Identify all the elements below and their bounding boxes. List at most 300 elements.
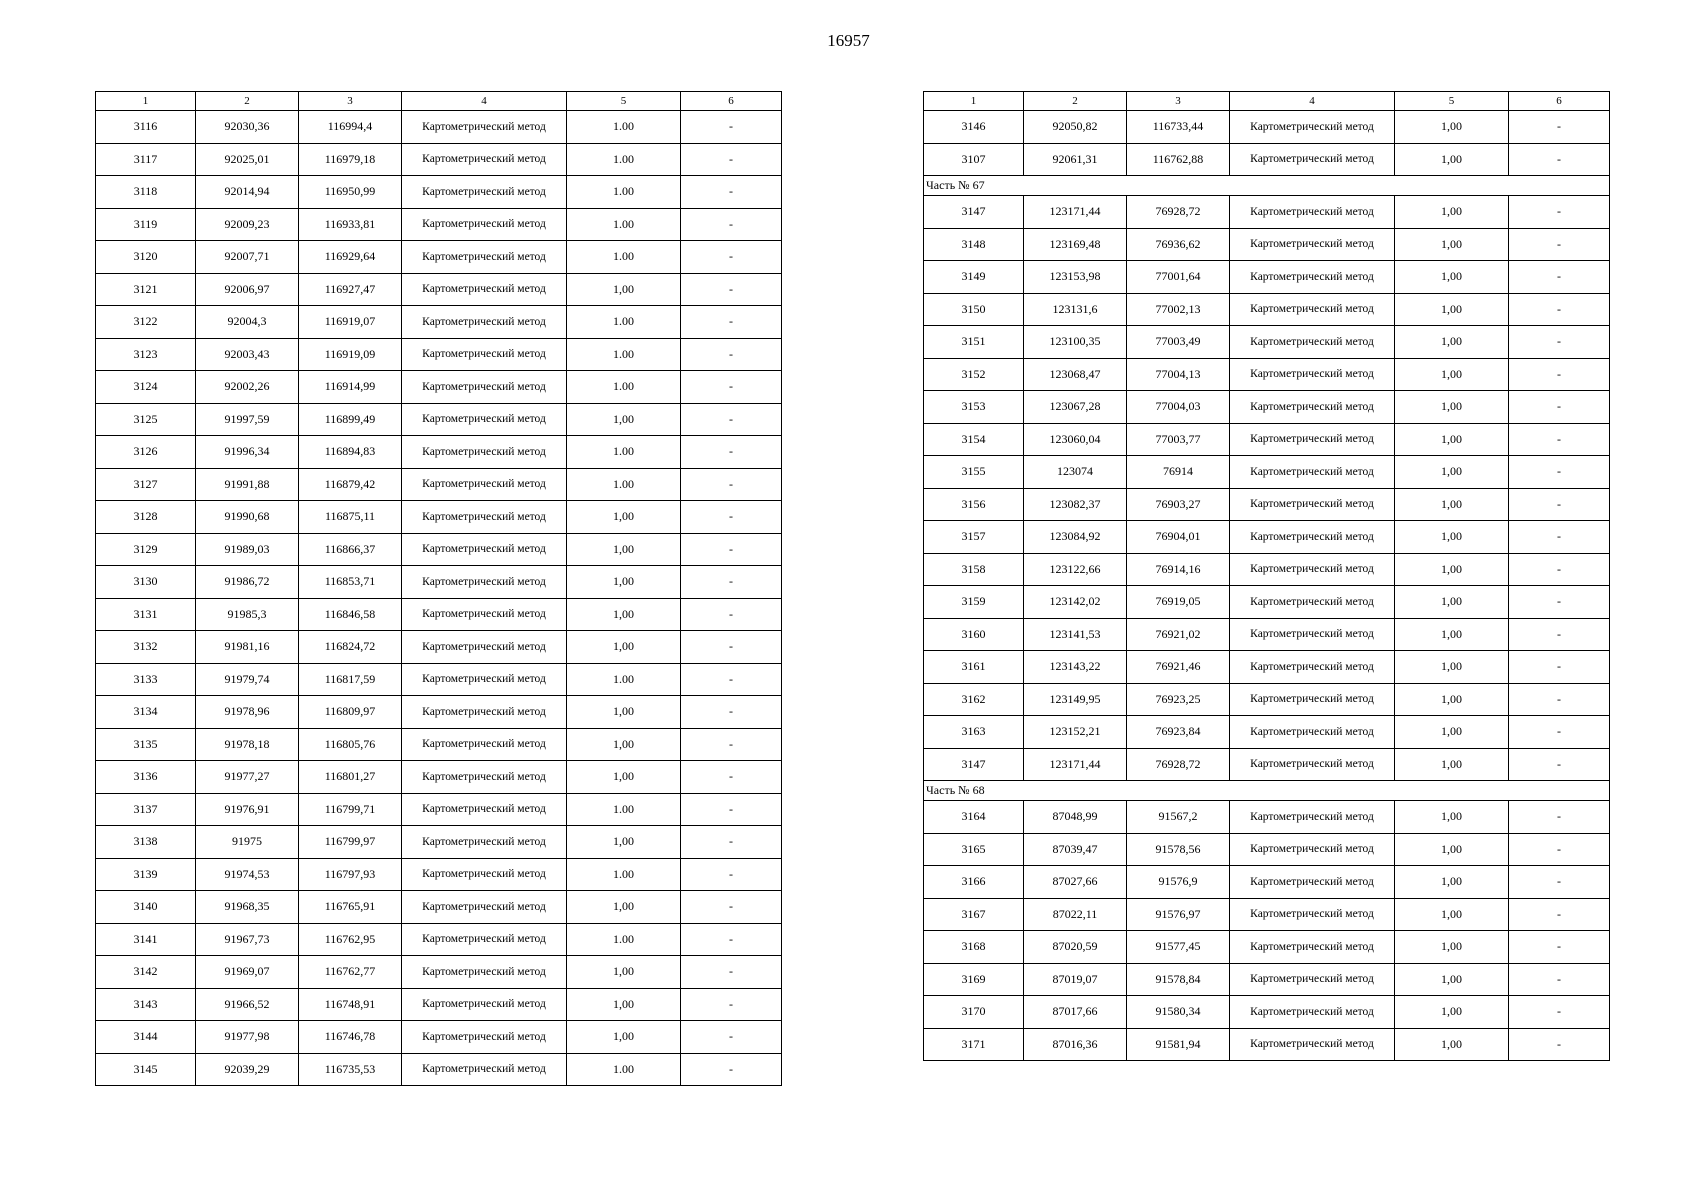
x-coordinate-cell: 87016,36 — [1024, 1028, 1127, 1061]
table-row — [96, 956, 782, 989]
x-coordinate-cell: 123084,92 — [1024, 521, 1127, 554]
method-cell: Картометрический метод — [1230, 358, 1395, 391]
method-cell: Картометрический метод — [1230, 748, 1395, 781]
accuracy-cell: 1.00 — [567, 858, 681, 891]
accuracy-cell: 1,00 — [567, 566, 681, 599]
description-cell: - — [681, 111, 782, 144]
x-coordinate-cell: 123142,02 — [1024, 586, 1127, 619]
method-cell: Картометрический метод — [1230, 898, 1395, 931]
table-row — [924, 931, 1610, 964]
point-number-cell: 3117 — [96, 143, 196, 176]
column-header: 1 — [924, 92, 1024, 111]
y-coordinate-cell: 76914,16 — [1127, 553, 1230, 586]
table-row — [96, 208, 782, 241]
point-number-cell: 3154 — [924, 423, 1024, 456]
y-coordinate-cell: 76928,72 — [1127, 748, 1230, 781]
description-cell: - — [1509, 488, 1610, 521]
method-cell: Картометрический метод — [1230, 391, 1395, 424]
method-cell: Картометрический метод — [1230, 111, 1395, 144]
y-coordinate-cell: 116914,99 — [299, 371, 402, 404]
column-header: 6 — [681, 92, 782, 111]
method-cell: Картометрический метод — [1230, 618, 1395, 651]
point-number-cell: 3160 — [924, 618, 1024, 651]
point-number-cell: 3132 — [96, 631, 196, 664]
description-cell: - — [1509, 963, 1610, 996]
table-row — [96, 241, 782, 274]
y-coordinate-cell: 116919,07 — [299, 306, 402, 339]
description-cell: - — [681, 533, 782, 566]
point-number-cell: 3168 — [924, 931, 1024, 964]
table-row — [924, 801, 1610, 834]
y-coordinate-cell: 91576,9 — [1127, 866, 1230, 899]
x-coordinate-cell: 123171,44 — [1024, 748, 1127, 781]
description-cell: - — [1509, 228, 1610, 261]
x-coordinate-cell: 91990,68 — [196, 501, 299, 534]
column-header: 4 — [1230, 92, 1395, 111]
table-row — [924, 196, 1610, 229]
method-cell: Картометрический метод — [402, 111, 567, 144]
column-header: 2 — [196, 92, 299, 111]
y-coordinate-cell: 116927,47 — [299, 273, 402, 306]
description-cell: - — [681, 728, 782, 761]
x-coordinate-cell: 91968,35 — [196, 891, 299, 924]
accuracy-cell: 1,00 — [567, 501, 681, 534]
description-cell: - — [1509, 553, 1610, 586]
accuracy-cell: 1,00 — [1395, 931, 1509, 964]
x-coordinate-cell: 87017,66 — [1024, 996, 1127, 1029]
table-row — [96, 533, 782, 566]
accuracy-cell: 1,00 — [1395, 651, 1509, 684]
method-cell: Картометрический метод — [402, 306, 567, 339]
accuracy-cell: 1.00 — [567, 923, 681, 956]
description-cell: - — [1509, 996, 1610, 1029]
x-coordinate-cell: 92002,26 — [196, 371, 299, 404]
accuracy-cell: 1,00 — [567, 728, 681, 761]
method-cell: Картометрический метод — [1230, 996, 1395, 1029]
method-cell: Картометрический метод — [1230, 553, 1395, 586]
description-cell: - — [681, 338, 782, 371]
accuracy-cell: 1,00 — [1395, 391, 1509, 424]
y-coordinate-cell: 91577,45 — [1127, 931, 1230, 964]
table-row — [924, 261, 1610, 294]
accuracy-cell: 1,00 — [1395, 293, 1509, 326]
point-number-cell: 3118 — [96, 176, 196, 209]
method-cell: Картометрический метод — [1230, 143, 1395, 176]
point-number-cell: 3140 — [96, 891, 196, 924]
y-coordinate-cell: 91567,2 — [1127, 801, 1230, 834]
accuracy-cell: 1,00 — [1395, 716, 1509, 749]
table-row — [924, 358, 1610, 391]
method-cell: Картометрический метод — [1230, 261, 1395, 294]
y-coordinate-cell: 91578,84 — [1127, 963, 1230, 996]
method-cell: Картометрический метод — [402, 923, 567, 956]
accuracy-cell: 1,00 — [1395, 261, 1509, 294]
accuracy-cell: 1.00 — [567, 241, 681, 274]
accuracy-cell: 1,00 — [567, 826, 681, 859]
y-coordinate-cell: 77003,77 — [1127, 423, 1230, 456]
accuracy-cell: 1.00 — [567, 143, 681, 176]
table-row — [96, 598, 782, 631]
x-coordinate-cell: 123067,28 — [1024, 391, 1127, 424]
column-header: 5 — [567, 92, 681, 111]
description-cell: - — [1509, 1028, 1610, 1061]
method-cell: Картометрический метод — [402, 793, 567, 826]
point-number-cell: 3127 — [96, 468, 196, 501]
y-coordinate-cell: 116762,77 — [299, 956, 402, 989]
x-coordinate-cell: 92061,31 — [1024, 143, 1127, 176]
method-cell: Картометрический метод — [402, 891, 567, 924]
y-coordinate-cell: 116748,91 — [299, 988, 402, 1021]
x-coordinate-cell: 123152,21 — [1024, 716, 1127, 749]
accuracy-cell: 1,00 — [1395, 748, 1509, 781]
description-cell: - — [681, 631, 782, 664]
table-row — [96, 176, 782, 209]
accuracy-cell: 1,00 — [1395, 963, 1509, 996]
point-number-cell: 3164 — [924, 801, 1024, 834]
method-cell: Картометрический метод — [402, 566, 567, 599]
y-coordinate-cell: 76923,84 — [1127, 716, 1230, 749]
accuracy-cell: 1,00 — [1395, 683, 1509, 716]
description-cell: - — [1509, 716, 1610, 749]
y-coordinate-cell: 76923,25 — [1127, 683, 1230, 716]
y-coordinate-cell: 76903,27 — [1127, 488, 1230, 521]
x-coordinate-cell: 92030,36 — [196, 111, 299, 144]
y-coordinate-cell: 76921,02 — [1127, 618, 1230, 651]
method-cell: Картометрический метод — [402, 826, 567, 859]
description-cell: - — [681, 436, 782, 469]
method-cell: Картометрический метод — [1230, 833, 1395, 866]
method-cell: Картометрический метод — [402, 631, 567, 664]
method-cell: Картометрический метод — [402, 1053, 567, 1086]
table-row — [96, 1021, 782, 1054]
x-coordinate-cell: 87020,59 — [1024, 931, 1127, 964]
point-number-cell: 3167 — [924, 898, 1024, 931]
table-row — [924, 683, 1610, 716]
description-cell: - — [1509, 866, 1610, 899]
description-cell: - — [681, 468, 782, 501]
table-row — [96, 273, 782, 306]
point-number-cell: 3135 — [96, 728, 196, 761]
y-coordinate-cell: 76921,46 — [1127, 651, 1230, 684]
point-number-cell: 3123 — [96, 338, 196, 371]
method-cell: Картометрический метод — [1230, 931, 1395, 964]
y-coordinate-cell: 116817,59 — [299, 663, 402, 696]
point-number-cell: 3149 — [924, 261, 1024, 294]
description-cell: - — [1509, 586, 1610, 619]
y-coordinate-cell: 76914 — [1127, 456, 1230, 489]
y-coordinate-cell: 116879,42 — [299, 468, 402, 501]
accuracy-cell: 1.00 — [567, 306, 681, 339]
point-number-cell: 3161 — [924, 651, 1024, 684]
part-heading-row — [924, 781, 1610, 801]
description-cell: - — [1509, 651, 1610, 684]
description-cell: - — [1509, 833, 1610, 866]
y-coordinate-cell: 77002,13 — [1127, 293, 1230, 326]
description-cell: - — [1509, 143, 1610, 176]
x-coordinate-cell: 87048,99 — [1024, 801, 1127, 834]
description-cell: - — [681, 598, 782, 631]
description-cell: - — [1509, 521, 1610, 554]
y-coordinate-cell: 116824,72 — [299, 631, 402, 664]
y-coordinate-cell: 91580,34 — [1127, 996, 1230, 1029]
part-heading-row — [924, 176, 1610, 196]
table-row — [924, 521, 1610, 554]
accuracy-cell: 1,00 — [1395, 423, 1509, 456]
table-row — [924, 748, 1610, 781]
point-number-cell: 3120 — [96, 241, 196, 274]
x-coordinate-cell: 91977,98 — [196, 1021, 299, 1054]
table-row — [96, 111, 782, 144]
point-number-cell: 3131 — [96, 598, 196, 631]
y-coordinate-cell: 116805,76 — [299, 728, 402, 761]
point-number-cell: 3116 — [96, 111, 196, 144]
point-number-cell: 3129 — [96, 533, 196, 566]
point-number-cell: 3144 — [96, 1021, 196, 1054]
accuracy-cell: 1,00 — [567, 533, 681, 566]
accuracy-cell: 1.00 — [567, 436, 681, 469]
x-coordinate-cell: 91997,59 — [196, 403, 299, 436]
x-coordinate-cell: 92004,3 — [196, 306, 299, 339]
page-number: 16957 — [827, 31, 870, 50]
method-cell: Картометрический метод — [402, 598, 567, 631]
method-cell: Картометрический метод — [402, 956, 567, 989]
method-cell: Картометрический метод — [402, 273, 567, 306]
description-cell: - — [1509, 196, 1610, 229]
table-row — [96, 696, 782, 729]
y-coordinate-cell: 91576,97 — [1127, 898, 1230, 931]
table-row — [96, 988, 782, 1021]
table-row — [924, 293, 1610, 326]
description-cell: - — [681, 696, 782, 729]
accuracy-cell: 1,00 — [1395, 521, 1509, 554]
point-number-cell: 3124 — [96, 371, 196, 404]
point-number-cell: 3130 — [96, 566, 196, 599]
x-coordinate-cell: 91966,52 — [196, 988, 299, 1021]
accuracy-cell: 1,00 — [1395, 456, 1509, 489]
table-row — [96, 761, 782, 794]
description-cell: - — [681, 143, 782, 176]
method-cell: Картометрический метод — [1230, 1028, 1395, 1061]
description-cell: - — [681, 793, 782, 826]
method-cell: Картометрический метод — [1230, 716, 1395, 749]
accuracy-cell: 1,00 — [1395, 618, 1509, 651]
accuracy-cell: 1,00 — [1395, 996, 1509, 1029]
x-coordinate-cell: 123060,04 — [1024, 423, 1127, 456]
table-row — [96, 728, 782, 761]
accuracy-cell: 1,00 — [567, 988, 681, 1021]
y-coordinate-cell: 116765,91 — [299, 891, 402, 924]
x-coordinate-cell: 91981,16 — [196, 631, 299, 664]
column-header: 1 — [96, 92, 196, 111]
table-body — [924, 111, 1610, 1061]
point-number-cell: 3157 — [924, 521, 1024, 554]
method-cell: Картометрический метод — [1230, 521, 1395, 554]
method-cell: Картометрический метод — [1230, 196, 1395, 229]
table-row — [924, 996, 1610, 1029]
x-coordinate-cell: 91977,27 — [196, 761, 299, 794]
description-cell: - — [681, 306, 782, 339]
x-coordinate-cell: 92003,43 — [196, 338, 299, 371]
table-row — [96, 663, 782, 696]
method-cell: Картометрический метод — [1230, 456, 1395, 489]
table-row — [924, 326, 1610, 359]
method-cell: Картометрический метод — [402, 403, 567, 436]
y-coordinate-cell: 116735,53 — [299, 1053, 402, 1086]
accuracy-cell: 1,00 — [567, 696, 681, 729]
description-cell: - — [681, 208, 782, 241]
table-row — [96, 891, 782, 924]
x-coordinate-cell: 91978,96 — [196, 696, 299, 729]
x-coordinate-cell: 87039,47 — [1024, 833, 1127, 866]
y-coordinate-cell: 77001,64 — [1127, 261, 1230, 294]
y-coordinate-cell: 76928,72 — [1127, 196, 1230, 229]
x-coordinate-cell: 87019,07 — [1024, 963, 1127, 996]
x-coordinate-cell: 92007,71 — [196, 241, 299, 274]
x-coordinate-cell: 92014,94 — [196, 176, 299, 209]
point-number-cell: 3139 — [96, 858, 196, 891]
x-coordinate-cell: 123143,22 — [1024, 651, 1127, 684]
point-number-cell: 3136 — [96, 761, 196, 794]
y-coordinate-cell: 116733,44 — [1127, 111, 1230, 144]
table-row — [924, 833, 1610, 866]
accuracy-cell: 1,00 — [567, 631, 681, 664]
table-row — [924, 586, 1610, 619]
description-cell: - — [1509, 801, 1610, 834]
point-number-cell: 3119 — [96, 208, 196, 241]
x-coordinate-cell: 91979,74 — [196, 663, 299, 696]
y-coordinate-cell: 76936,62 — [1127, 228, 1230, 261]
accuracy-cell: 1,00 — [1395, 358, 1509, 391]
table-row — [924, 716, 1610, 749]
method-cell: Картометрический метод — [1230, 651, 1395, 684]
point-number-cell: 3165 — [924, 833, 1024, 866]
point-number-cell: 3128 — [96, 501, 196, 534]
point-number-cell: 3159 — [924, 586, 1024, 619]
table-row — [924, 553, 1610, 586]
point-number-cell: 3146 — [924, 111, 1024, 144]
x-coordinate-cell: 123153,98 — [1024, 261, 1127, 294]
point-number-cell: 3133 — [96, 663, 196, 696]
accuracy-cell: 1,00 — [567, 598, 681, 631]
accuracy-cell: 1,00 — [1395, 898, 1509, 931]
table-row — [924, 866, 1610, 899]
point-number-cell: 3107 — [924, 143, 1024, 176]
table-row — [96, 306, 782, 339]
description-cell: - — [1509, 423, 1610, 456]
y-coordinate-cell: 116919,09 — [299, 338, 402, 371]
description-cell: - — [1509, 683, 1610, 716]
method-cell: Картометрический метод — [1230, 423, 1395, 456]
part-heading: Часть № 67 — [924, 176, 1610, 196]
method-cell: Картометрический метод — [402, 436, 567, 469]
point-number-cell: 3134 — [96, 696, 196, 729]
x-coordinate-cell: 91975 — [196, 826, 299, 859]
x-coordinate-cell: 123131,6 — [1024, 293, 1127, 326]
coordinates-table-left — [95, 91, 782, 1086]
point-number-cell: 3162 — [924, 683, 1024, 716]
table-row — [96, 468, 782, 501]
table-row — [96, 371, 782, 404]
y-coordinate-cell: 77003,49 — [1127, 326, 1230, 359]
x-coordinate-cell: 123169,48 — [1024, 228, 1127, 261]
method-cell: Картометрический метод — [402, 728, 567, 761]
table-row — [96, 923, 782, 956]
y-coordinate-cell: 116979,18 — [299, 143, 402, 176]
table-row — [924, 651, 1610, 684]
x-coordinate-cell: 87022,11 — [1024, 898, 1127, 931]
y-coordinate-cell: 116894,83 — [299, 436, 402, 469]
accuracy-cell: 1,00 — [1395, 833, 1509, 866]
point-number-cell: 3148 — [924, 228, 1024, 261]
x-coordinate-cell: 123149,95 — [1024, 683, 1127, 716]
table-row — [924, 1028, 1610, 1061]
point-number-cell: 3147 — [924, 748, 1024, 781]
method-cell: Картометрический метод — [1230, 586, 1395, 619]
accuracy-cell: 1.00 — [567, 111, 681, 144]
y-coordinate-cell: 116950,99 — [299, 176, 402, 209]
column-header: 3 — [1127, 92, 1230, 111]
x-coordinate-cell: 123141,53 — [1024, 618, 1127, 651]
x-coordinate-cell: 123082,37 — [1024, 488, 1127, 521]
table-body — [96, 111, 782, 1086]
table-row — [924, 618, 1610, 651]
method-cell: Картометрический метод — [1230, 801, 1395, 834]
description-cell: - — [1509, 456, 1610, 489]
description-cell: - — [1509, 293, 1610, 326]
method-cell: Картометрический метод — [402, 143, 567, 176]
x-coordinate-cell: 91989,03 — [196, 533, 299, 566]
x-coordinate-cell: 91974,53 — [196, 858, 299, 891]
point-number-cell: 3169 — [924, 963, 1024, 996]
x-coordinate-cell: 123100,35 — [1024, 326, 1127, 359]
point-number-cell: 3166 — [924, 866, 1024, 899]
method-cell: Картометрический метод — [1230, 228, 1395, 261]
table-row — [96, 501, 782, 534]
table-row — [924, 488, 1610, 521]
x-coordinate-cell: 91976,91 — [196, 793, 299, 826]
description-cell: - — [1509, 358, 1610, 391]
table-row — [924, 143, 1610, 176]
table-row — [96, 143, 782, 176]
accuracy-cell: 1,00 — [1395, 1028, 1509, 1061]
method-cell: Картометрический метод — [1230, 683, 1395, 716]
accuracy-cell: 1,00 — [1395, 143, 1509, 176]
description-cell: - — [681, 858, 782, 891]
x-coordinate-cell: 87027,66 — [1024, 866, 1127, 899]
y-coordinate-cell: 116797,93 — [299, 858, 402, 891]
description-cell: - — [681, 923, 782, 956]
y-coordinate-cell: 116799,71 — [299, 793, 402, 826]
description-cell: - — [681, 891, 782, 924]
method-cell: Картометрический метод — [402, 1021, 567, 1054]
accuracy-cell: 1.00 — [567, 371, 681, 404]
y-coordinate-cell: 116929,64 — [299, 241, 402, 274]
x-coordinate-cell: 123171,44 — [1024, 196, 1127, 229]
accuracy-cell: 1,00 — [1395, 801, 1509, 834]
y-coordinate-cell: 116853,71 — [299, 566, 402, 599]
description-cell: - — [681, 1021, 782, 1054]
y-coordinate-cell: 116746,78 — [299, 1021, 402, 1054]
description-cell: - — [1509, 898, 1610, 931]
column-header: 3 — [299, 92, 402, 111]
point-number-cell: 3122 — [96, 306, 196, 339]
description-cell: - — [681, 501, 782, 534]
description-cell: - — [681, 566, 782, 599]
description-cell: - — [681, 176, 782, 209]
table-row — [924, 963, 1610, 996]
point-number-cell: 3152 — [924, 358, 1024, 391]
method-cell: Картометрический метод — [402, 696, 567, 729]
